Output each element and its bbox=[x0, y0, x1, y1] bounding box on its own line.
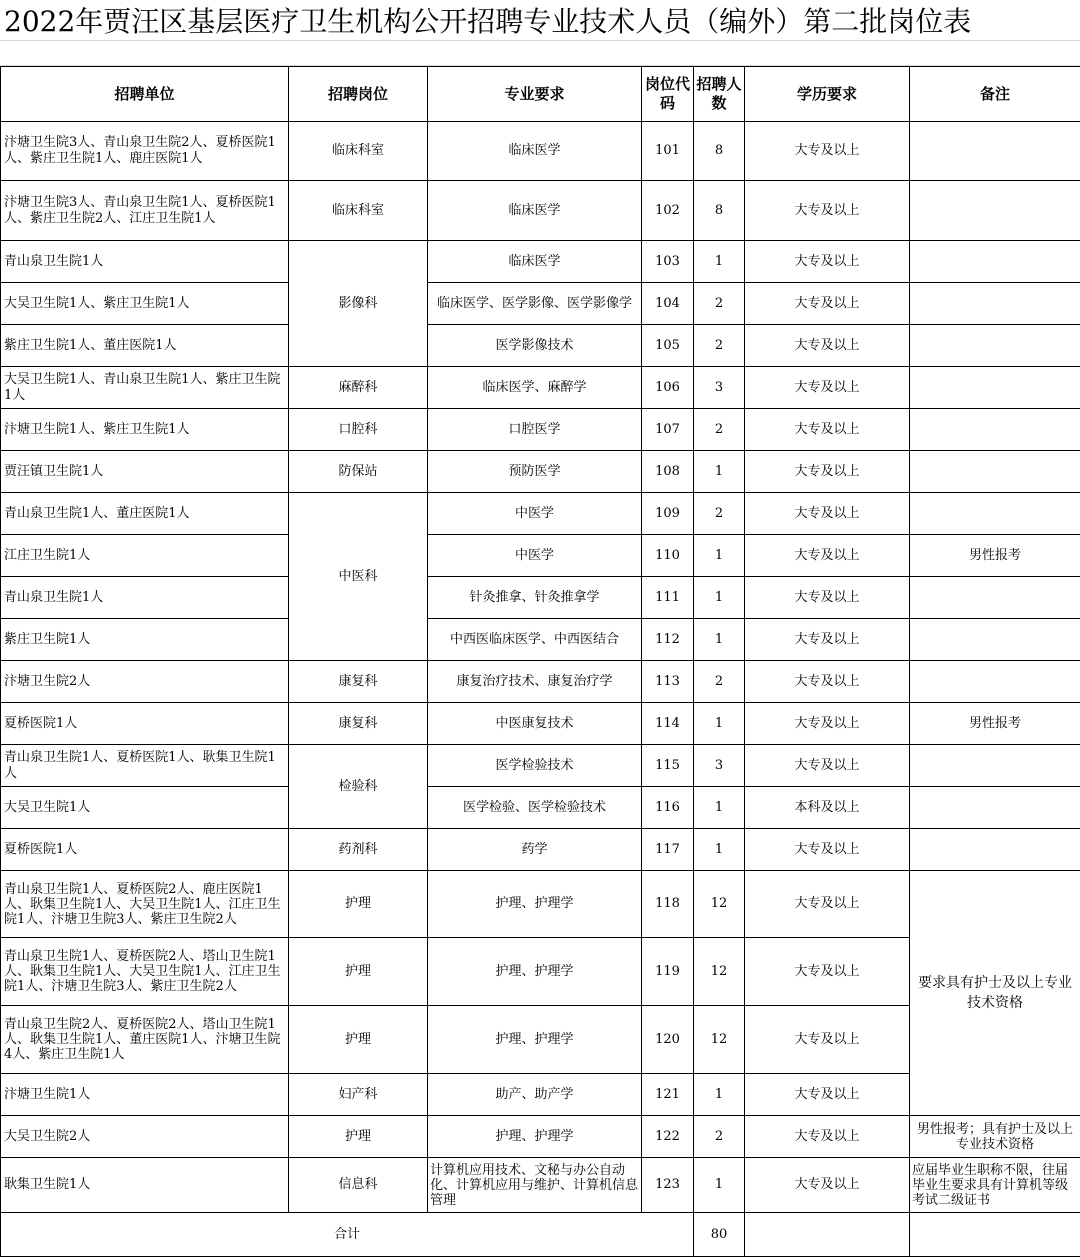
cell-major: 中西医临床医学、中西医结合 bbox=[428, 619, 642, 661]
cell-count: 1 bbox=[694, 1158, 745, 1213]
cell-note bbox=[910, 451, 1080, 493]
table-row bbox=[1, 367, 1080, 409]
cell-post: 护理 bbox=[289, 1006, 428, 1074]
table-row bbox=[1, 787, 1080, 829]
cell-edu: 大专及以上 bbox=[745, 325, 910, 367]
cell-count: 1 bbox=[694, 577, 745, 619]
cell-count: 3 bbox=[694, 367, 745, 409]
cell-edu: 大专及以上 bbox=[745, 493, 910, 535]
cell-count: 8 bbox=[694, 122, 745, 181]
table-row bbox=[1, 577, 1080, 619]
cell-major: 针灸推拿、针灸推拿学 bbox=[428, 577, 642, 619]
cell-post: 护理 bbox=[289, 871, 428, 938]
cell-major: 护理、护理学 bbox=[428, 871, 642, 938]
header-code: 岗位代码 bbox=[642, 67, 694, 122]
cell-post: 中医科 bbox=[289, 493, 428, 661]
cell-count: 1 bbox=[694, 1074, 745, 1116]
cell-major: 临床医学 bbox=[428, 241, 642, 283]
cell-unit: 紫庄卫生院1人 bbox=[1, 619, 289, 661]
cell-major: 临床医学、麻醉学 bbox=[428, 367, 642, 409]
cell-major: 计算机应用技术、文秘与办公自动化、计算机应用与维护、计算机信息管理 bbox=[428, 1158, 642, 1213]
table-row bbox=[1, 122, 1080, 181]
cell-count: 2 bbox=[694, 661, 745, 703]
cell-unit: 耿集卫生院1人 bbox=[1, 1158, 289, 1213]
cell-unit: 青山泉卫生院2人、夏桥医院2人、塔山卫生院1人、耿集卫生院1人、董庄医院1人、汴塘卫生院4人、紫庄卫生院1人 bbox=[1, 1006, 289, 1074]
header-edu: 学历要求 bbox=[745, 67, 910, 122]
table-row bbox=[1, 451, 1080, 493]
cell-note bbox=[910, 493, 1080, 535]
cell-count: 2 bbox=[694, 325, 745, 367]
cell-count: 2 bbox=[694, 409, 745, 451]
cell-post: 麻醉科 bbox=[289, 367, 428, 409]
cell-edu: 大专及以上 bbox=[745, 1158, 910, 1213]
cell-code: 113 bbox=[642, 661, 694, 703]
cell-count: 2 bbox=[694, 493, 745, 535]
cell-major: 医学影像技术 bbox=[428, 325, 642, 367]
cell-edu: 大专及以上 bbox=[745, 409, 910, 451]
table-row bbox=[1, 745, 1080, 787]
header-unit: 招聘单位 bbox=[1, 67, 289, 122]
cell-code: 104 bbox=[642, 283, 694, 325]
cell-count: 3 bbox=[694, 745, 745, 787]
table-row bbox=[1, 493, 1080, 535]
cell-post: 信息科 bbox=[289, 1158, 428, 1213]
cell-unit: 青山泉卫生院1人 bbox=[1, 241, 289, 283]
cell-unit: 青山泉卫生院1人、夏桥医院2人、鹿庄医院1人、耿集卫生院1人、大吴卫生院1人、江庄卫生院1人、汴塘卫生院3人、紫庄卫生院2人 bbox=[1, 871, 289, 938]
cell-major: 护理、护理学 bbox=[428, 938, 642, 1006]
cell-count: 2 bbox=[694, 283, 745, 325]
table-row bbox=[1, 283, 1080, 325]
cell-note: 男性报考 bbox=[910, 703, 1080, 745]
cell-note bbox=[910, 325, 1080, 367]
cell-code: 121 bbox=[642, 1074, 694, 1116]
table-row bbox=[1, 409, 1080, 451]
cell-note bbox=[910, 787, 1080, 829]
cell-post: 临床科室 bbox=[289, 181, 428, 241]
cell-major: 临床医学 bbox=[428, 122, 642, 181]
cell-major: 临床医学、医学影像、医学影像学 bbox=[428, 283, 642, 325]
cell-count: 12 bbox=[694, 938, 745, 1006]
cell-major: 护理、护理学 bbox=[428, 1116, 642, 1158]
cell-count: 1 bbox=[694, 535, 745, 577]
cell-code: 115 bbox=[642, 745, 694, 787]
cell-count: 1 bbox=[694, 241, 745, 283]
header-post: 招聘岗位 bbox=[289, 67, 428, 122]
cell-note bbox=[910, 577, 1080, 619]
cell-unit: 大吴卫生院2人 bbox=[1, 1116, 289, 1158]
cell-code: 107 bbox=[642, 409, 694, 451]
page-title: 2022年贾汪区基层医疗卫生机构公开招聘专业技术人员（编外）第二批岗位表 bbox=[4, 5, 972, 38]
cell-edu: 大专及以上 bbox=[745, 283, 910, 325]
cell-unit: 汴塘卫生院1人、紫庄卫生院1人 bbox=[1, 409, 289, 451]
cell-post: 康复科 bbox=[289, 703, 428, 745]
cell-unit: 贾汪镇卫生院1人 bbox=[1, 451, 289, 493]
cell-count: 12 bbox=[694, 871, 745, 938]
cell-count: 1 bbox=[694, 829, 745, 871]
total-count: 80 bbox=[694, 1213, 745, 1257]
cell-unit: 紫庄卫生院1人、董庄医院1人 bbox=[1, 325, 289, 367]
cell-unit: 大吴卫生院1人 bbox=[1, 787, 289, 829]
cell-count: 12 bbox=[694, 1006, 745, 1074]
spacer-row bbox=[0, 40, 1080, 66]
cell-note bbox=[910, 181, 1080, 241]
cell-code: 122 bbox=[642, 1116, 694, 1158]
table-row bbox=[1, 829, 1080, 871]
cell-note bbox=[910, 367, 1080, 409]
cell-note bbox=[910, 241, 1080, 283]
table-row bbox=[1, 535, 1080, 577]
cell-edu: 大专及以上 bbox=[745, 703, 910, 745]
cell-edu: 大专及以上 bbox=[745, 745, 910, 787]
cell-code: 120 bbox=[642, 1006, 694, 1074]
cell-code: 119 bbox=[642, 938, 694, 1006]
cell-major: 中医学 bbox=[428, 535, 642, 577]
cell-major: 康复治疗技术、康复治疗学 bbox=[428, 661, 642, 703]
cell-code: 103 bbox=[642, 241, 694, 283]
cell-post: 检验科 bbox=[289, 745, 428, 829]
cell-major: 预防医学 bbox=[428, 451, 642, 493]
cell-major: 护理、护理学 bbox=[428, 1006, 642, 1074]
cell-code: 105 bbox=[642, 325, 694, 367]
cell-post: 口腔科 bbox=[289, 409, 428, 451]
cell-note bbox=[910, 829, 1080, 871]
cell-unit: 青山泉卫生院1人 bbox=[1, 577, 289, 619]
cell-major: 医学检验技术 bbox=[428, 745, 642, 787]
cell-major: 药学 bbox=[428, 829, 642, 871]
cell-post: 妇产科 bbox=[289, 1074, 428, 1116]
table-row bbox=[1, 1116, 1080, 1158]
cell-unit: 汴塘卫生院3人、青山泉卫生院1人、夏桥医院1人、紫庄卫生院2人、江庄卫生院1人 bbox=[1, 181, 289, 241]
cell-count: 1 bbox=[694, 619, 745, 661]
table-row bbox=[1, 1158, 1080, 1213]
cell-post: 影像科 bbox=[289, 241, 428, 367]
cell-post: 药剂科 bbox=[289, 829, 428, 871]
cell-count: 2 bbox=[694, 1116, 745, 1158]
cell-post: 护理 bbox=[289, 938, 428, 1006]
cell-unit: 大吴卫生院1人、青山泉卫生院1人、紫庄卫生院1人 bbox=[1, 367, 289, 409]
table-row bbox=[1, 325, 1080, 367]
cell-unit: 汴塘卫生院3人、青山泉卫生院2人、夏桥医院1人、紫庄卫生院1人、鹿庄医院1人 bbox=[1, 122, 289, 181]
cell-count: 8 bbox=[694, 181, 745, 241]
cell-code: 123 bbox=[642, 1158, 694, 1213]
cell-edu: 本科及以上 bbox=[745, 787, 910, 829]
cell-note bbox=[910, 661, 1080, 703]
header-note: 备注 bbox=[910, 67, 1080, 122]
cell-note bbox=[910, 619, 1080, 661]
cell-unit: 大吴卫生院1人、紫庄卫生院1人 bbox=[1, 283, 289, 325]
cell-major: 中医康复技术 bbox=[428, 703, 642, 745]
total-label: 合计 bbox=[1, 1213, 694, 1257]
header-count: 招聘人数 bbox=[694, 67, 745, 122]
table-row bbox=[1, 241, 1080, 283]
table-header-row bbox=[1, 67, 1080, 122]
cell-edu: 大专及以上 bbox=[745, 577, 910, 619]
cell-count: 1 bbox=[694, 787, 745, 829]
cell-edu: 大专及以上 bbox=[745, 619, 910, 661]
total-row bbox=[1, 1213, 1080, 1257]
cell-count: 1 bbox=[694, 703, 745, 745]
cell-code: 114 bbox=[642, 703, 694, 745]
cell-code: 109 bbox=[642, 493, 694, 535]
cell-unit: 青山泉卫生院1人、董庄医院1人 bbox=[1, 493, 289, 535]
cell-code: 117 bbox=[642, 829, 694, 871]
cell-code: 110 bbox=[642, 535, 694, 577]
cell-code: 116 bbox=[642, 787, 694, 829]
cell-code: 118 bbox=[642, 871, 694, 938]
cell-major: 口腔医学 bbox=[428, 409, 642, 451]
cell-unit: 青山泉卫生院1人、夏桥医院2人、塔山卫生院1人、耿集卫生院1人、大吴卫生院1人、江庄卫生院1人、汴塘卫生院3人、紫庄卫生院2人 bbox=[1, 938, 289, 1006]
cell-count: 1 bbox=[694, 451, 745, 493]
cell-code: 101 bbox=[642, 122, 694, 181]
cell-major: 临床医学 bbox=[428, 181, 642, 241]
table-row bbox=[1, 871, 1080, 938]
cell-note bbox=[910, 745, 1080, 787]
cell-unit: 夏桥医院1人 bbox=[1, 703, 289, 745]
cell-code: 108 bbox=[642, 451, 694, 493]
cell-edu: 大专及以上 bbox=[745, 871, 910, 938]
cell-note: 男性报考；具有护士及以上专业技术资格 bbox=[910, 1116, 1080, 1158]
cell-unit: 汴塘卫生院1人 bbox=[1, 1074, 289, 1116]
cell-major: 医学检验、医学检验技术 bbox=[428, 787, 642, 829]
table-row bbox=[1, 181, 1080, 241]
total-note-empty bbox=[910, 1213, 1080, 1257]
cell-note bbox=[910, 283, 1080, 325]
cell-edu: 大专及以上 bbox=[745, 1006, 910, 1074]
cell-edu: 大专及以上 bbox=[745, 829, 910, 871]
cell-edu: 大专及以上 bbox=[745, 451, 910, 493]
table-row bbox=[1, 619, 1080, 661]
cell-edu: 大专及以上 bbox=[745, 535, 910, 577]
cell-post: 护理 bbox=[289, 1116, 428, 1158]
cell-major: 中医学 bbox=[428, 493, 642, 535]
cell-major: 助产、助产学 bbox=[428, 1074, 642, 1116]
table-row bbox=[1, 661, 1080, 703]
cell-edu: 大专及以上 bbox=[745, 1074, 910, 1116]
cell-unit: 青山泉卫生院1人、夏桥医院1人、耿集卫生院1人 bbox=[1, 745, 289, 787]
cell-code: 111 bbox=[642, 577, 694, 619]
cell-code: 112 bbox=[642, 619, 694, 661]
cell-edu: 大专及以上 bbox=[745, 241, 910, 283]
header-major: 专业要求 bbox=[428, 67, 642, 122]
cell-post: 防保站 bbox=[289, 451, 428, 493]
cell-post: 康复科 bbox=[289, 661, 428, 703]
cell-note: 男性报考 bbox=[910, 535, 1080, 577]
table-row bbox=[1, 703, 1080, 745]
cell-edu: 大专及以上 bbox=[745, 661, 910, 703]
cell-edu: 大专及以上 bbox=[745, 1116, 910, 1158]
cell-post: 临床科室 bbox=[289, 122, 428, 181]
cell-edu: 大专及以上 bbox=[745, 938, 910, 1006]
cell-note: 要求具有护士及以上专业技术资格 bbox=[910, 871, 1080, 1116]
cell-note bbox=[910, 409, 1080, 451]
cell-code: 102 bbox=[642, 181, 694, 241]
cell-unit: 汴塘卫生院2人 bbox=[1, 661, 289, 703]
cell-note bbox=[910, 122, 1080, 181]
positions-table bbox=[0, 66, 1080, 1257]
cell-note: 应届毕业生职称不限，往届毕业生要求具有计算机等级考试二级证书 bbox=[910, 1158, 1080, 1213]
cell-edu: 大专及以上 bbox=[745, 181, 910, 241]
cell-unit: 江庄卫生院1人 bbox=[1, 535, 289, 577]
cell-edu: 大专及以上 bbox=[745, 367, 910, 409]
cell-code: 106 bbox=[642, 367, 694, 409]
total-edu-empty bbox=[745, 1213, 910, 1257]
cell-edu: 大专及以上 bbox=[745, 122, 910, 181]
cell-unit: 夏桥医院1人 bbox=[1, 829, 289, 871]
